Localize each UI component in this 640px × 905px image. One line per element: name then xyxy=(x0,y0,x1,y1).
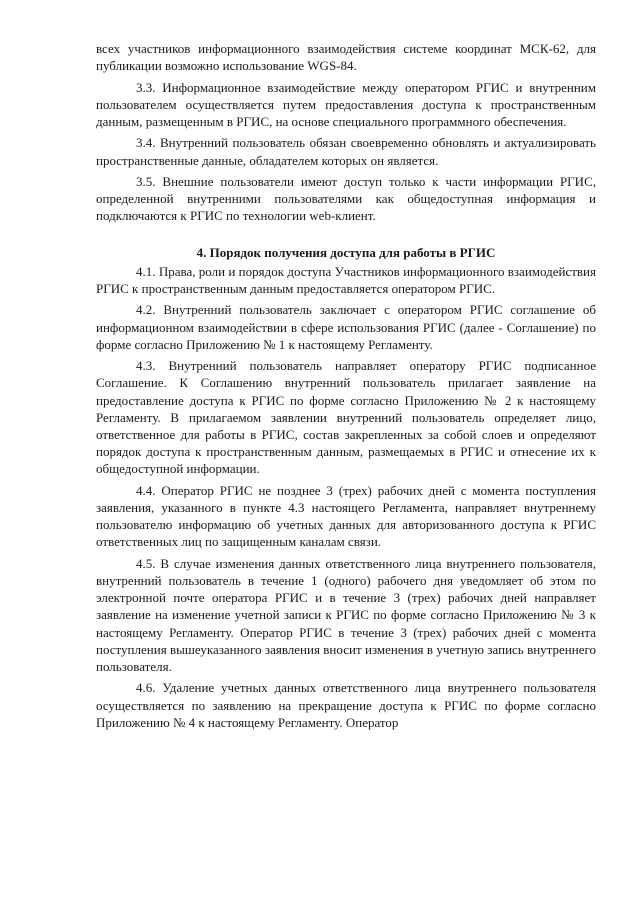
section-heading: 4. Порядок получения доступа для работы в РГИС xyxy=(196,244,496,260)
paragraph-4-3: 4.3. Внутренний пользователь направляет оператору РГИС подписанное Соглашение. К Соглашению внутренний пользователь прилагает заявление на предоставление доступа к РГИС по форме согласно Приложению № 2 к настоящему Регламенту. В прилагаемом заявлении внутренний пользователь определяет лицо, ответственное для работы в РГИС, состав закрепленных за собой слоев и определяют порядок доступа к пространственным данным, размещаемых в РГИС и отнесение их к общедоступной информации. xyxy=(96,358,596,477)
paragraph-4-1: 4.1. Права, роли и порядок доступа Участников информационного взаимодействия РГИС к пространственным данным предоставляется оператором РГИС. xyxy=(96,263,596,296)
paragraph-3-5: 3.5. Внешние пользователи имеют доступ только к части информации РГИС, определенной внутренними пользователями как общедоступная информация и подключаются к РГИС по технологии web-клиент. xyxy=(96,173,596,224)
paragraph-3-3: 3.3. Информационное взаимодействие между оператором РГИС и внутренним пользователем осуществляется путем предоставления доступа к пространственным данным, размещенным в РГИС, на основе специального программного обеспечения. xyxy=(96,79,596,129)
paragraph-3-4: 3.4. Внутренний пользователь обязан своевременно обновлять и актуализировать пространственные данные, обладателем которых он является. xyxy=(96,135,596,168)
paragraph-4-6: 4.6. Удаление учетных данных ответственного лица внутреннего пользователя осуществляется по заявлению на прекращение доступа к РГИС по форме согласно Приложению № 4 к настоящему Регламенту. Оператор xyxy=(96,680,596,730)
paragraph-continuation: всех участников информационного взаимодействия системе координат МСК-62, для публикации возможно использование WGS-84. xyxy=(96,41,596,74)
document-page xyxy=(96,40,596,735)
paragraph-4-5: 4.5. В случае изменения данных ответственного лица внутреннего пользователя, внутренний пользователь в течение 1 (одного) рабочего дня уведомляет об этом по электронной почте оператора РГИС и в течение 3 (трех) рабочих дней направляет заявление на изменение учетной записи к РГИС по форме согласно Приложению № 3 к настоящему Регламенту. Оператор РГИС в течение 3 (трех) рабочих дней с момента поступления вышеуказанного заявления вносит изменения в учетную запись внутреннего пользователя. xyxy=(96,555,596,675)
paragraph-4-4: 4.4. Оператор РГИС не позднее 3 (трех) рабочих дней с момента поступления заявления, указанного в пункте 4.3 настоящего Регламента, направляет внутреннему пользователю информацию об учетных данных для авторизованного доступа к РГИС ответственных лиц по защищенным каналам связи. xyxy=(96,482,596,550)
paragraph-4-2: 4.2. Внутренний пользователь заключает с оператором РГИС соглашение об информационном взаимодействии в сфере использования РГИС (далее - Соглашение) по форме согласно Приложению № 1 к настоящему Регламенту. xyxy=(96,302,596,352)
